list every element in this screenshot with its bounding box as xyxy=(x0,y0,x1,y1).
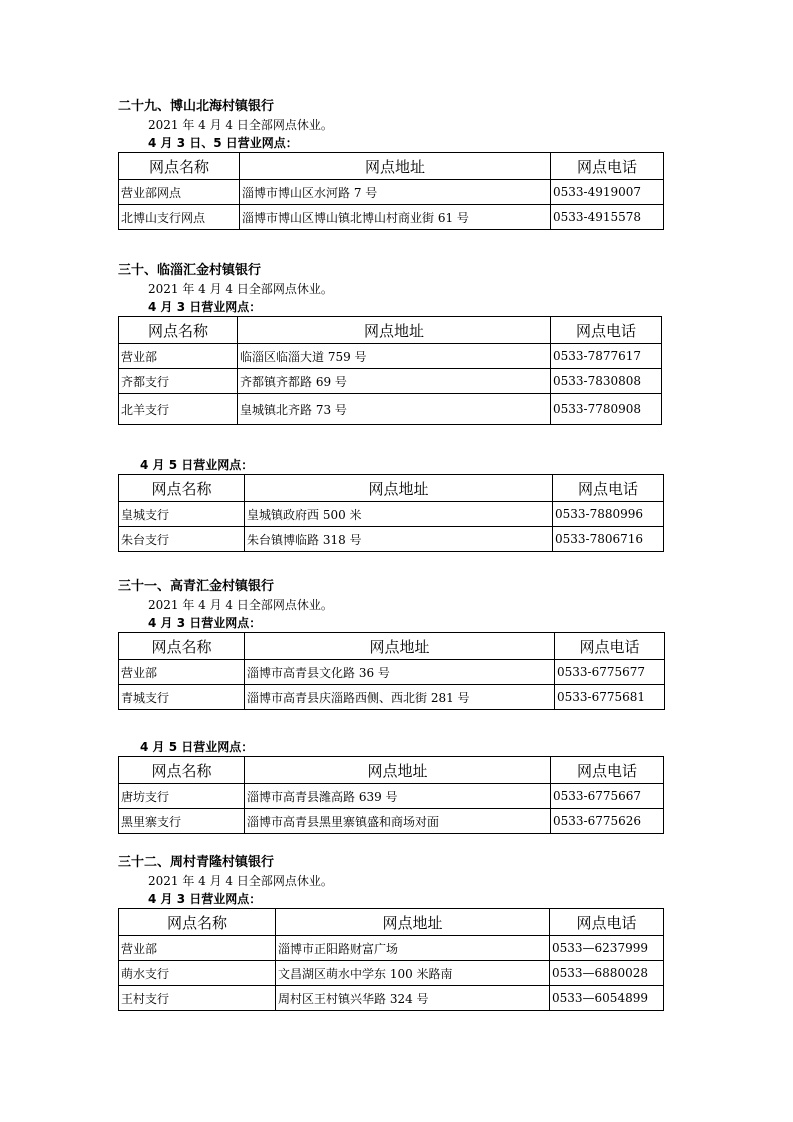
header-phone: 网点电话 xyxy=(551,317,662,344)
header-name: 网点名称 xyxy=(119,153,240,180)
table-row xyxy=(119,205,664,230)
header-phone: 网点电话 xyxy=(550,909,664,936)
table-row xyxy=(119,369,662,394)
subheading: 4 月 3 日营业网点： xyxy=(148,300,262,314)
table-row xyxy=(119,986,664,1011)
closure-note: 2021 年 4 月 4 日全部网点休业。 xyxy=(148,874,333,888)
section-31-day5 xyxy=(118,738,664,834)
table-row xyxy=(119,394,662,425)
branch-name: 皇城支行 xyxy=(119,502,245,527)
section-title: 三十一、高青汇金村镇银行 xyxy=(118,579,275,594)
table-row xyxy=(119,527,664,552)
branch-address: 齐都镇齐都路 69 号 xyxy=(238,369,551,394)
branch-table xyxy=(118,152,664,230)
table-row xyxy=(119,936,664,961)
subheading: 4 月 5 日营业网点： xyxy=(140,740,254,754)
branch-name: 黑里寨支行 xyxy=(119,809,245,834)
table-row xyxy=(119,685,665,710)
branch-name: 营业部网点 xyxy=(119,180,240,205)
branch-address: 淄博市正阳路财富广场 xyxy=(276,936,550,961)
header-phone: 网点电话 xyxy=(555,633,665,660)
table-header-row xyxy=(119,757,664,784)
branch-name: 王村支行 xyxy=(119,986,276,1011)
table-row xyxy=(119,502,664,527)
section-29 xyxy=(118,98,664,230)
branch-phone: 0533-6775667 xyxy=(551,784,664,809)
branch-name: 营业部 xyxy=(119,936,276,961)
header-address: 网点地址 xyxy=(245,633,555,660)
branch-address: 皇城镇北齐路 73 号 xyxy=(238,394,551,425)
table-row xyxy=(119,180,664,205)
section-32 xyxy=(118,854,664,1011)
branch-phone: 0533-7806716 xyxy=(553,527,664,552)
header-name: 网点名称 xyxy=(119,633,245,660)
branch-name: 朱台支行 xyxy=(119,527,245,552)
branch-phone: 0533-4915578 xyxy=(551,205,664,230)
closure-note: 2021 年 4 月 4 日全部网点休业。 xyxy=(148,598,333,612)
table-row xyxy=(119,660,665,685)
table-header-row xyxy=(119,633,665,660)
branch-name: 青城支行 xyxy=(119,685,245,710)
branch-phone: 0533-6775681 xyxy=(555,685,665,710)
branch-phone: 0533-7880996 xyxy=(553,502,664,527)
branch-table xyxy=(118,632,665,710)
branch-phone: 0533-7877617 xyxy=(551,344,662,369)
header-address: 网点地址 xyxy=(238,317,551,344)
header-address: 网点地址 xyxy=(245,757,551,784)
branch-table xyxy=(118,474,664,552)
subheading: 4 月 5 日营业网点： xyxy=(140,458,254,472)
branch-phone: 0533-7780908 xyxy=(551,394,662,425)
branch-address: 淄博市高青县黑里寨镇盛和商场对面 xyxy=(245,809,551,834)
branch-name: 萌水支行 xyxy=(119,961,276,986)
branch-name: 唐坊支行 xyxy=(119,784,245,809)
closure-note: 2021 年 4 月 4 日全部网点休业。 xyxy=(148,118,333,132)
subheading: 4 月 3 日、5 日营业网点： xyxy=(148,136,298,150)
closure-note: 2021 年 4 月 4 日全部网点休业。 xyxy=(148,282,333,296)
branch-phone: 0533—6237999 xyxy=(550,936,664,961)
header-name: 网点名称 xyxy=(119,317,238,344)
header-phone: 网点电话 xyxy=(553,475,664,502)
table-header-row xyxy=(119,475,664,502)
header-address: 网点地址 xyxy=(245,475,553,502)
header-phone: 网点电话 xyxy=(551,153,664,180)
header-name: 网点名称 xyxy=(119,757,245,784)
branch-address: 皇城镇政府西 500 米 xyxy=(245,502,553,527)
branch-phone: 0533—6054899 xyxy=(550,986,664,1011)
table-row xyxy=(119,961,664,986)
table-row xyxy=(119,809,664,834)
table-header-row xyxy=(119,909,664,936)
branch-name: 北博山支行网点 xyxy=(119,205,240,230)
branch-address: 淄博市高青县文化路 36 号 xyxy=(245,660,555,685)
subheading: 4 月 3 日营业网点： xyxy=(148,892,262,906)
branch-table xyxy=(118,756,664,834)
branch-address: 淄博市博山区博山镇北博山村商业街 61 号 xyxy=(240,205,551,230)
branch-phone: 0533—6880028 xyxy=(550,961,664,986)
header-address: 网点地址 xyxy=(276,909,550,936)
section-title: 三十二、周村青隆村镇银行 xyxy=(118,855,275,870)
branch-phone: 0533-6775677 xyxy=(555,660,665,685)
table-header-row xyxy=(119,317,662,344)
branch-address: 淄博市博山区水河路 7 号 xyxy=(240,180,551,205)
header-name: 网点名称 xyxy=(119,909,276,936)
branch-address: 文昌湖区萌水中学东 100 米路南 xyxy=(276,961,550,986)
table-header-row xyxy=(119,153,664,180)
branch-table xyxy=(118,316,662,425)
branch-address: 淄博市高青县庆淄路西侧、西北街 281 号 xyxy=(245,685,555,710)
subheading: 4 月 3 日营业网点： xyxy=(148,616,262,630)
section-title: 二十九、博山北海村镇银行 xyxy=(118,99,275,114)
table-row xyxy=(119,784,664,809)
branch-address: 淄博市高青县潍高路 639 号 xyxy=(245,784,551,809)
branch-address: 朱台镇博临路 318 号 xyxy=(245,527,553,552)
branch-table xyxy=(118,908,664,1011)
header-address: 网点地址 xyxy=(240,153,551,180)
branch-name: 营业部 xyxy=(119,660,245,685)
branch-phone: 0533-4919007 xyxy=(551,180,664,205)
branch-name: 营业部 xyxy=(119,344,238,369)
header-name: 网点名称 xyxy=(119,475,245,502)
branch-name: 北羊支行 xyxy=(119,394,238,425)
branch-name: 齐都支行 xyxy=(119,369,238,394)
section-title: 三十、临淄汇金村镇银行 xyxy=(118,263,262,278)
branch-phone: 0533-6775626 xyxy=(551,809,664,834)
section-30-day5 xyxy=(118,456,664,552)
section-30 xyxy=(118,262,662,425)
section-31 xyxy=(118,578,665,710)
branch-address: 临淄区临淄大道 759 号 xyxy=(238,344,551,369)
header-phone: 网点电话 xyxy=(551,757,664,784)
branch-phone: 0533-7830808 xyxy=(551,369,662,394)
table-row xyxy=(119,344,662,369)
branch-address: 周村区王村镇兴华路 324 号 xyxy=(276,986,550,1011)
